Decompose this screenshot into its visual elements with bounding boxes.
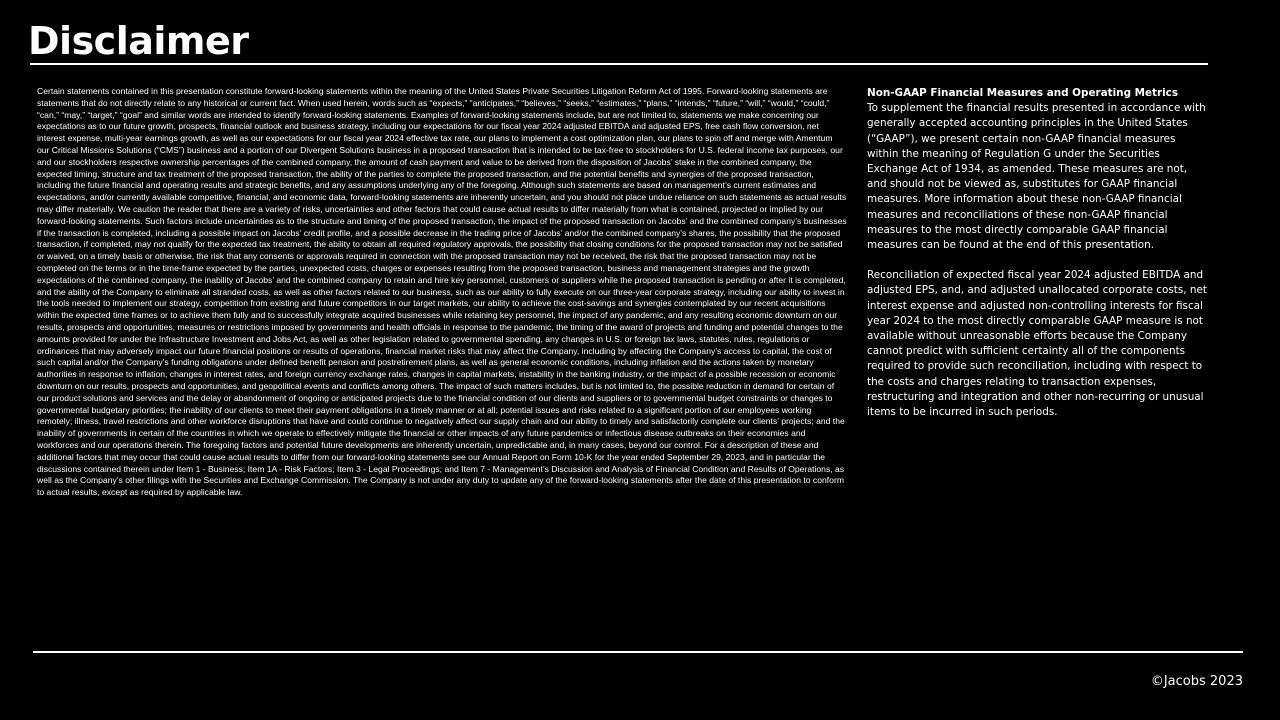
forward-looking-statements: Certain statements contained in this presentation constitute forward-looking statements within the meaning of the United States Private Securities Litigation Reform Act of 1995. Forward-looking statements are statements that do not directly relate to any historical or current fact. When used herein, words such as “expects,” “anticipates,” “believes,” “seeks,” “estimates,” “plans,” “intends,” “future,” “will,” “would,” “could,” “can,” “may,” “target,” “goal” and similar words are intended to identify forward-looking statements. Examples of forward-looking statements include, but are not limited to, statements we make concerning our expectations as to our future growth, prospects, financial outlook and business strategy, including our expectations for our fiscal year 2024 adjusted EBITDA and adjusted EPS, free cash flow conversion, net interest expense, multi-year earnings growth, as well as our expectations for our fiscal year 2024 effective tax rate, our plans to implement a cost optimization plan, our plans to spin off and merge with Amentum our Critical Missions Solutions (“CMS”) business and a portion of our Divergent Solutions business in a proposed transaction that is intended to be tax-free to stockholders for U.S. federal income tax purposes, our and our stockholders respective ownership percentages of the combined company, the amount of cash payment and value to be derived from the disposition of Jacobs’ stake in the combined company, the expected timing, structure and tax treatment of the proposed transaction, the ability of the parties to complete the proposed transaction, and the potential benefits and synergies of the proposed transaction, including the future financial and operating results and strategic benefits, and any assumptions underlying any of the foregoing. Although such statements are based on management’s current estimates and expectations, and/or currently available competitive, financial, and economic data, forward-looking statements are inherently uncertain, and you should not place undue reliance on such statements as actual results may differ materially. We caution the reader that there are a variety of risks, uncertainties and other factors that could cause actual results to differ materially from what is contained, projected or implied by our forward-looking statements. Such factors include uncertainties as to the structure and timing of the proposed transaction, the impact of the proposed transaction on Jacobs’ and the combined company’s businesses if the transaction is completed, including a possible impact on Jacobs’ credit profile, and a possible decrease in the trading price of Jacobs’ and/or the combined company’s shares, the possibility that the proposed transaction, if completed, may not qualify for the expected tax treatment, the ability to obtain all required regulatory approvals, the possibility that closing conditions for the proposed transaction may not be satisfied or waived, on a timely basis or otherwise, the risk that any consents or approvals required in connection with the proposed transaction may not be received, the risk that the proposed transaction may not be completed on the terms or in the time-frame expected by the parties, unexpected costs, charges or expenses resulting from the proposed transaction, business and management strategies and the growth expectations of the combined company, the inability of Jacobs’ and the combined company to retain and hire key personnel, customers or suppliers while the proposed transaction is pending or after it is completed, and the ability of the Company to eliminate all stranded costs, as well as other factors related to our business, such as our ability to fully execute on our three-year corporate strategy, including our ability to invest in the tools needed to implement our strategy, competition from existing and future competitors in our target markets, our ability to achieve the cost-savings and synergies contemplated by our recent acquisitions within the expected time frames or to achieve them fully and to successfully integrate acquired businesses while retaining key personnel, the impact of any pandemic, and any resulting economic downturn on our results, prospects and opportunities, measures or restrictions imposed by governments and health officials in response to the pandemic, the timing of the award of projects and funding and potential changes to the amounts provided for under the Infrastructure Investment and Jobs Act, as well as other legislation related to governmental spending, any changes in U.S. or foreign tax laws, statutes, rules, regulations or ordinances that may adversely impact our future financial positions or results of operations, financial market risks that may affect the Company, including by affecting the Company’s access to capital, the cost of such capital and/or the Company’s funding obligations under defined benefit pension and postretirement plans, as well as general economic conditions, including inflation and the actions taken by monetary authorities in response to inflation, changes in interest rates, and foreign currency exchange rates, changes in capital markets, instability in the banking industry, or the impact of a possible recession or economic downturn on our results, prospects and opportunities, and geopolitical events and conflicts among others. The impact of such matters includes, but is not limited to, the possible reduction in demand for certain of our product solutions and services and the delay or abandonment of ongoing or anticipated projects due to the financial condition of our clients and suppliers or to governmental budget constraints or changes to governmental budgetary priorities; the inability of our clients to meet their payment obligations in a timely manner or at all; potential issues and risks related to a significant portion of our employees working remotely; illness, travel restrictions and other workforce disruptions that have and could continue to negatively affect our supply chain and our ability to timely and satisfactorily complete our clients’ projects; and the inability of governments in certain of the countries in which we operate to effectively mitigate the financial or other impacts of any future pandemics or infectious disease outbreaks on their economies and workforces and our operations therein. The foregoing factors and potential future developments are inherently uncertain, unpredictable and, in many cases, beyond our control. For a description of these and additional factors that may occur that could cause actual results to differ from our forward-looking statements see our Annual Report on Form 10-K for the year ended September 29, 2023, and in particular the discussions contained therein under Item 1 - Business; Item 1A - Risk Factors; Item 3 - Legal Proceedings; and Item 7 - Management’s Discussion and Analysis of Financial Condition and Results of Operations, as well as the Company’s other filings with the Securities and Exchange Commission. The Company is not under any duty to update any of the forward-looking statements after the date of this presentation to conform to actual results, except as required by applicable law. [37,86,847,498]
footer-divider [33,651,1243,653]
non-gaap-paragraph-2: Reconciliation of expected fiscal year 2024 adjusted EBITDA and adjusted EPS, and, and adjusted unallocated corporate costs, net interest expense and adjusted non-controlling interests for fiscal year 2024 to the most directly comparable GAAP measure is not available without unreasonable efforts because the Company cannot predict with sufficient certainty all of the components required to provide such reconciliation, including with respect to the costs and charges relating to transaction expenses, restructuring and integration and other non-recurring or unusual items to be incurred in such periods. [867,269,1207,419]
copyright-text: ©Jacobs 2023 [1150,674,1243,689]
title-divider [30,63,1208,65]
non-gaap-heading: Non-GAAP Financial Measures and Operating Metrics [867,87,1179,99]
page-title: Disclaimer [28,19,249,63]
non-gaap-section [867,86,1207,435]
non-gaap-paragraph-1 [867,86,1207,253]
non-gaap-text-1: To supplement the financial results presented in accordance with generally accepted accounting principles in the United States (“GAAP”), we present certain non-GAAP financial measures within the meaning of Regulation G under the Securities Exchange Act of 1934, as amended. These measures are not, and should not be viewed as, substitutes for GAAP financial measures. More information about these non-GAAP financial measures and reconciliations of these non-GAAP financial measures to the most directly comparable GAAP financial measures can be found at the end of this presentation. [867,102,1206,252]
